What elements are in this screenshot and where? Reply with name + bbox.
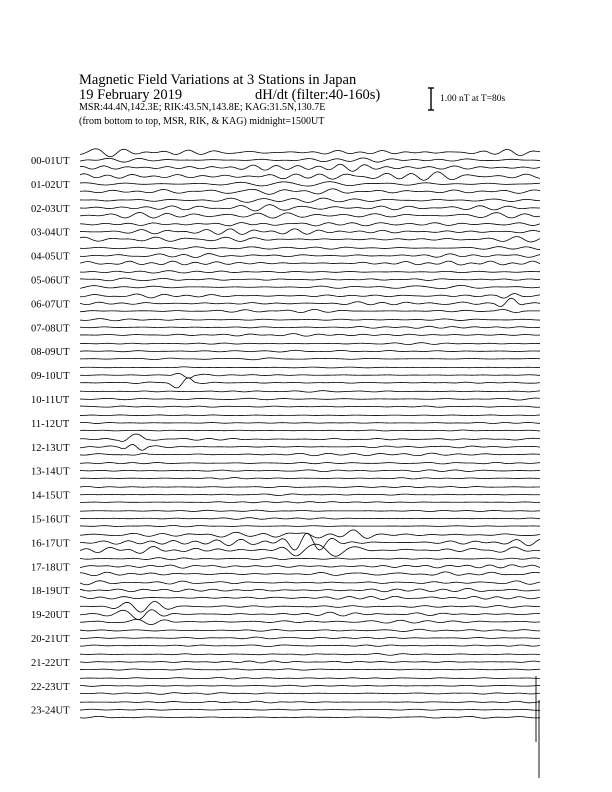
trace-msr-11-12ut (80, 430, 540, 431)
trace-rik-15-16ut (80, 518, 540, 520)
trace-kag-10-11ut (80, 391, 540, 392)
trace-msr-19-20ut (80, 619, 540, 624)
trace-msr-07-08ut (80, 334, 540, 336)
trace-rik-03-04ut (80, 229, 540, 235)
trace-kag-08-09ut (80, 343, 540, 345)
hour-label: 14-15UT (31, 490, 70, 502)
trace-msr-13-14ut (80, 478, 540, 479)
trace-kag-11-12ut (80, 415, 540, 416)
trace-rik-10-11ut (80, 398, 540, 400)
trace-rik-08-09ut (80, 350, 540, 352)
trace-rik-04-05ut (80, 254, 540, 258)
hour-label: 23-24UT (31, 705, 70, 717)
trace-rik-09-10ut (80, 373, 540, 378)
trace-msr-06-07ut (80, 309, 540, 312)
trace-msr-20-21ut (80, 645, 540, 647)
trace-msr-18-19ut (80, 596, 540, 599)
trace-msr-10-11ut (80, 406, 540, 407)
trace-kag-15-16ut (80, 510, 540, 511)
hour-label: 22-23UT (31, 681, 70, 693)
trace-kag-20-21ut (80, 629, 540, 631)
trace-msr-21-22ut (80, 669, 540, 670)
station-order-note: (from bottom to top, MSR, RIK, & KAG) midnight=1500UT (79, 116, 325, 127)
trace-kag-21-22ut (80, 654, 540, 656)
trace-msr-15-16ut (80, 526, 540, 527)
trace-kag-17-18ut (80, 558, 540, 560)
station-coordinates: MSR:44.4N,142.3E; RIK:43.5N,143.8E; KAG:31.5N,130.7E (79, 102, 326, 113)
hour-label: 13-14UT (31, 466, 70, 478)
trace-msr-02-03ut (80, 213, 540, 219)
trace-kag-16-17ut (80, 530, 540, 538)
trace-kag-01-02ut (80, 172, 540, 180)
trace-msr-12-13ut (80, 453, 540, 456)
hour-label: 21-22UT (31, 657, 70, 669)
hour-label: 12-13UT (31, 442, 70, 454)
trace-msr-22-23ut (80, 693, 540, 695)
trace-kag-12-13ut (80, 434, 540, 441)
hour-label: 18-19UT (31, 586, 70, 598)
trace-kag-06-07ut (80, 294, 540, 298)
trace-rik-19-20ut (80, 610, 540, 620)
trace-msr-17-18ut (80, 572, 540, 576)
trace-msr-16-17ut (80, 544, 540, 556)
trace-msr-05-06ut (80, 285, 540, 288)
trace-rik-13-14ut (80, 470, 540, 472)
trace-rik-14-15ut (80, 494, 540, 496)
trace-kag-14-15ut (80, 486, 540, 487)
hour-label: 00-01UT (31, 156, 70, 167)
trace-msr-03-04ut (80, 237, 540, 242)
trace-rik-20-21ut (80, 637, 540, 639)
trace-rik-07-08ut (80, 326, 540, 328)
trace-rik-23-24ut (80, 709, 540, 710)
trace-msr-04-05ut (80, 261, 540, 265)
trace-kag-00-01ut (80, 149, 540, 157)
hour-label: 17-18UT (31, 562, 70, 574)
trace-rik-11-12ut (80, 422, 540, 423)
hour-label: 03-04UT (31, 227, 70, 239)
trace-kag-03-04ut (80, 223, 540, 226)
hour-label: 07-08UT (31, 323, 70, 335)
trace-kag-05-06ut (80, 271, 540, 273)
hour-label: 10-11UT (31, 395, 70, 406)
hour-label: 20-21UT (31, 634, 70, 645)
hour-label: 15-16UT (31, 514, 70, 526)
scale-bar (428, 88, 434, 110)
trace-kag-22-23ut (80, 678, 540, 679)
trace-msr-01-02ut (80, 189, 540, 194)
trace-rik-22-23ut (80, 685, 540, 686)
trace-kag-02-03ut (80, 198, 540, 202)
trace-msr-14-15ut (80, 502, 540, 503)
trace-rik-17-18ut (80, 565, 540, 568)
trace-msr-08-09ut (80, 358, 540, 360)
trace-rik-16-17ut (80, 533, 540, 550)
trace-rik-18-19ut (80, 588, 540, 591)
chart-title: Magnetic Field Variations at 3 Stations in Japan (79, 72, 357, 88)
hour-label: 02-03UT (31, 203, 70, 215)
trace-rik-02-03ut (80, 205, 540, 211)
trace-kag-13-14ut (80, 462, 540, 464)
trace-msr-23-24ut (80, 716, 540, 718)
trace-kag-09-10ut (80, 367, 540, 368)
hour-label: 08-09UT (31, 347, 70, 359)
trace-kag-07-08ut (80, 319, 540, 321)
trace-rik-01-02ut (80, 182, 540, 186)
trace-rik-06-07ut (80, 298, 540, 306)
trace-msr-00-01ut (80, 164, 540, 171)
trace-kag-23-24ut (80, 701, 540, 703)
hour-label: 06-07UT (31, 299, 70, 311)
traces (80, 149, 540, 778)
scale-bar-label: 1.00 nT at T=80s (440, 94, 506, 104)
trace-rik-21-22ut (80, 661, 540, 663)
hour-label: 05-06UT (31, 275, 70, 287)
hour-label: 01-02UT (31, 179, 70, 191)
trace-rik-00-01ut (80, 158, 540, 162)
trace-kag-04-05ut (80, 247, 540, 250)
hour-label: 11-12UT (31, 418, 70, 430)
hour-label: 04-05UT (31, 251, 70, 263)
trace-rik-05-06ut (80, 278, 540, 281)
hour-label: 16-17UT (31, 538, 70, 550)
hour-labels (31, 156, 70, 717)
trace-kag-18-19ut (80, 581, 540, 585)
filter-label: dH/dt (filter:40-160s) (255, 87, 381, 103)
trace-rik-12-13ut (80, 445, 540, 451)
trace-msr-09-10ut (80, 378, 540, 388)
hour-label: 19-20UT (31, 610, 70, 622)
chart-date: 19 February 2019 (79, 87, 183, 103)
hour-label: 09-10UT (31, 371, 70, 383)
